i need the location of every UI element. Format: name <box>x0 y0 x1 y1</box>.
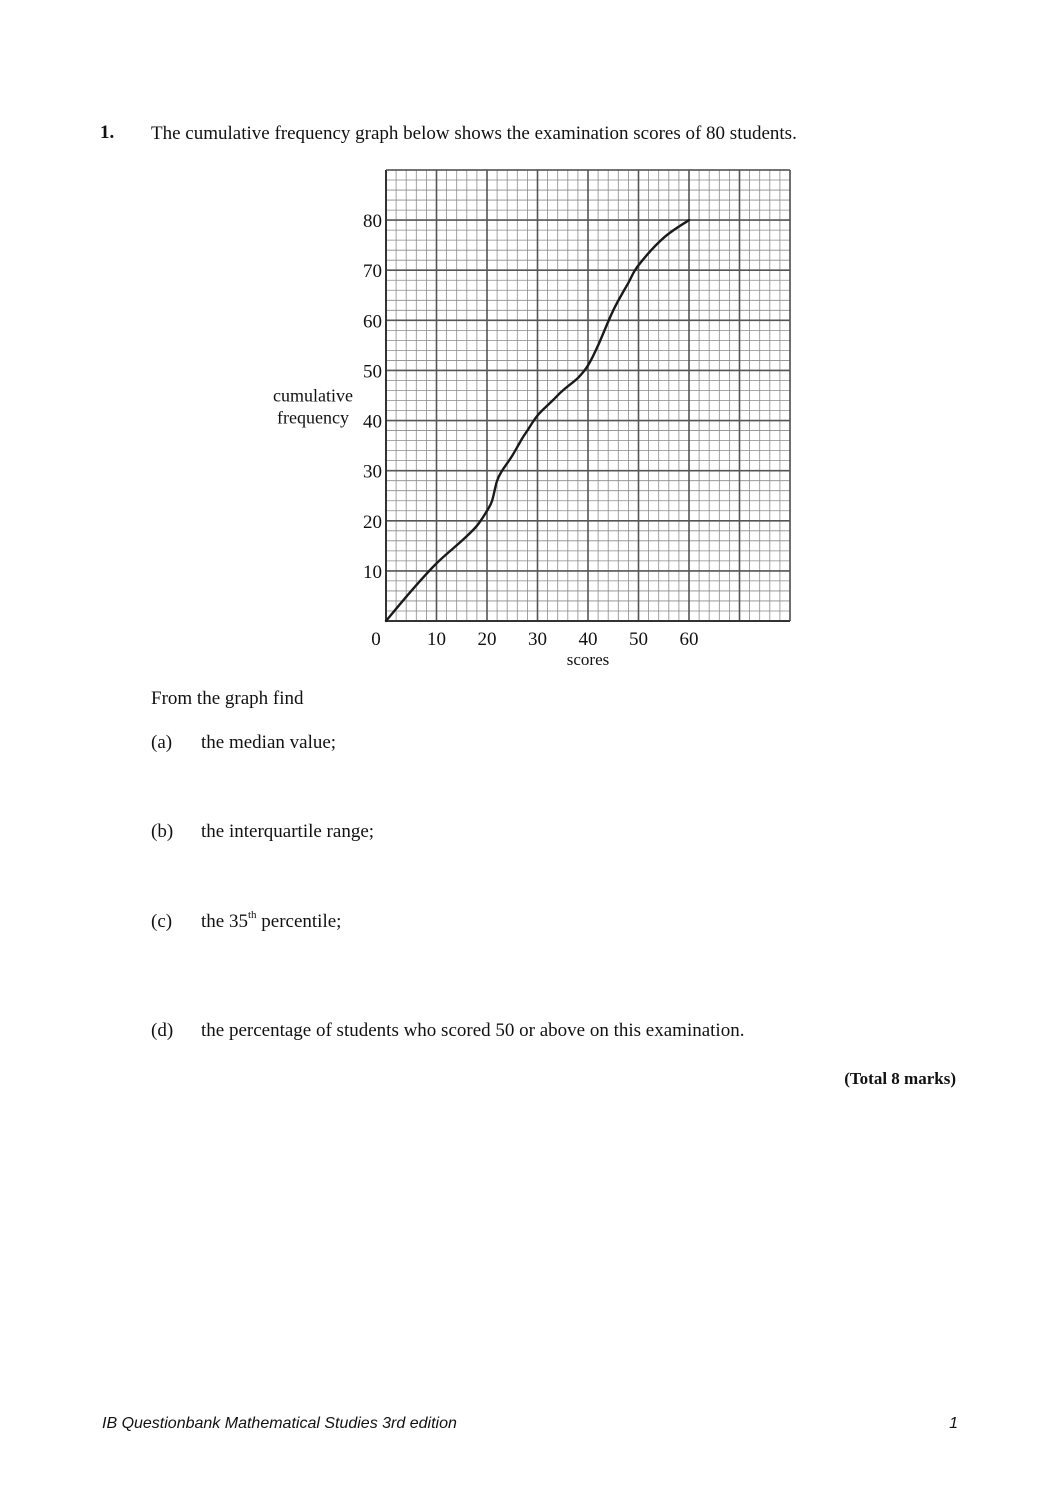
x-tick-label: 30 <box>528 629 547 650</box>
x-tick-label: 0 <box>371 629 381 650</box>
y-axis-label-line-1: cumulative <box>273 385 353 406</box>
y-tick-label: 50 <box>363 361 382 383</box>
part-c-text <box>201 911 341 933</box>
x-axis-label: scores <box>566 650 610 669</box>
part-d-text: the percentage of students who scored 50 or above on this examination. <box>201 1020 745 1041</box>
total-marks: (Total 8 marks) <box>844 1069 956 1088</box>
y-tick-label: 40 <box>363 411 382 433</box>
question-text: The cumulative frequency graph below shows the examination scores of 80 students. <box>151 123 797 144</box>
page-number: 1 <box>949 1415 958 1432</box>
part-c-superscript: th <box>247 909 257 921</box>
y-tick-labels <box>363 211 382 583</box>
y-tick-label: 80 <box>363 211 382 233</box>
chart-svg <box>250 160 810 680</box>
part-c-label: (c) <box>151 911 173 932</box>
x-tick-label: 60 <box>679 629 699 650</box>
y-tick-label: 70 <box>363 261 382 283</box>
part-b-text: the interquartile range; <box>201 821 375 842</box>
x-tick-label: 20 <box>477 629 497 650</box>
y-tick-label: 10 <box>363 561 382 583</box>
part-c-text-after: percentile; <box>256 911 342 932</box>
x-tick-labels <box>371 629 698 650</box>
y-tick-label: 20 <box>363 511 382 533</box>
part-a-label: (a) <box>151 732 173 753</box>
part-a-text: the median value; <box>201 732 337 753</box>
x-tick-label: 50 <box>629 629 648 650</box>
x-tick-label: 40 <box>578 629 598 650</box>
y-axis-label-line-2: frequency <box>277 407 349 428</box>
part-c-text-before: the 35 <box>201 911 248 932</box>
question-number: 1. <box>100 122 115 143</box>
x-tick-label: 10 <box>427 629 446 650</box>
part-b-label: (b) <box>151 821 174 842</box>
y-tick-label: 30 <box>363 461 382 483</box>
footer-source: IB Questionbank Mathematical Studies 3rd edition <box>102 1415 457 1432</box>
part-d-label: (d) <box>151 1020 174 1041</box>
cumulative-frequency-chart <box>250 160 810 680</box>
instruction-text: From the graph find <box>151 688 304 709</box>
y-tick-label: 60 <box>363 311 382 333</box>
